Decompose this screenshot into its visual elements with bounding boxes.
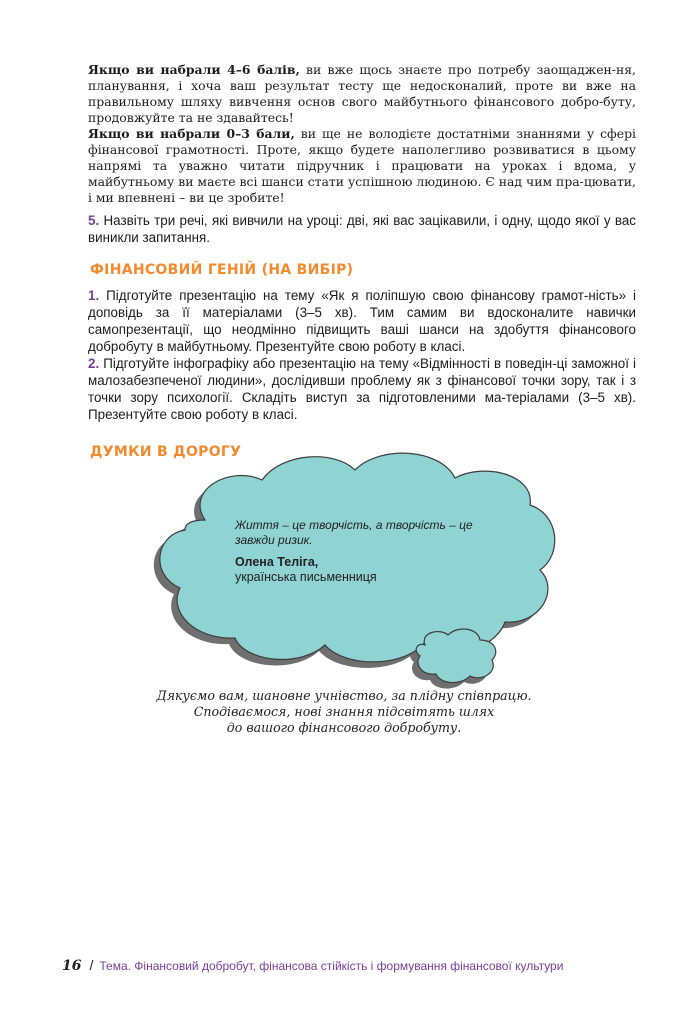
question-5-number: 5. [88,213,100,228]
closing-line-3: до вашого фінансового добробуту. [226,720,462,735]
quote-author: Олена Теліга, [235,555,319,569]
footer-topic: Тема. Фінансовий добробут, фінансова стійкість і формування фінансової культури [99,959,564,973]
page-footer [62,957,662,974]
footer-separator: / [89,957,94,973]
closing-line-2: Сподіваємося, нові знання підсвітять шлях [193,704,495,719]
question-5-text: Назвіть три речі, які вивчили на уроці: дві, які вас зацікавили, і одну, щодо якої у вас виникли запитання. [88,213,636,245]
genius-task-2-text: Підготуйте інфографіку або презентацію на тему «Відмінності в поведін-ці заможної і малозабезпеченої людини», дослідивши проблему як з фінансової точки зору, так і з точки зору психології. Складіть виступ за підготовленими ма-теріалами (3–5 хв). Презентуйте свою роботу в класі. [88,356,636,422]
closing-message [88,688,600,736]
result-0-3-label: Якщо ви набрали 0–3 бали, [88,126,295,141]
quote-text: Життя – це творчість, а творчість – це завжди ризик. [235,518,473,547]
quote-block [235,518,495,585]
closing-line-1: Дякуємо вам, шановне учнівство, за плідну співпрацю. [156,688,532,703]
quote-author-role: українська письменниця [235,570,377,584]
result-0-3-text: ви ще не володієте достатніми знаннями у сфері фінансової грамотності. Проте, якщо будете наполегливо розвиватися в цьому напрямі та уважно читати підручник і працювати на уроках і вдома, у майбутньому ви маєте всі шанси стати успішною людиною. Є над чим пра-цювати, і ми впевнені – ви це зробите! [88,126,636,205]
genius-task-2-number: 2. [88,356,100,371]
genius-task-1-text: Підготуйте презентацію на тему «Як я поліпшую свою фінансову грамот-ність» і доповідь за її матеріалами (3–5 хв). Тим самим ви вдосконалите навички самопрезентації, що неодмінно підвищить ваші шанси на здобуття фінансового добробуту в майбутньому. Презентуйте свою роботу в класі. [88,288,636,354]
result-4-6-label: Якщо ви набрали 4–6 балів, [88,62,300,77]
result-4-6-text: ви вже щось знаєте про потребу заощаджен-ня, планування, і хоча ваш результат тесту ще недосконалий, проте ви вже на правильному шляху вивчення основ свого майбутнього фінансового добро-буту, продовжуйте та не здавайтесь! [88,62,636,125]
genius-task-1-number: 1. [88,288,100,303]
section-title-financial-genius: ФІНАНСОВИЙ ГЕНІЙ (НА ВИБІР) [90,262,354,278]
section-title-thoughts: ДУМКИ В ДОРОГУ [90,444,242,460]
page-number: 16 [62,958,82,974]
